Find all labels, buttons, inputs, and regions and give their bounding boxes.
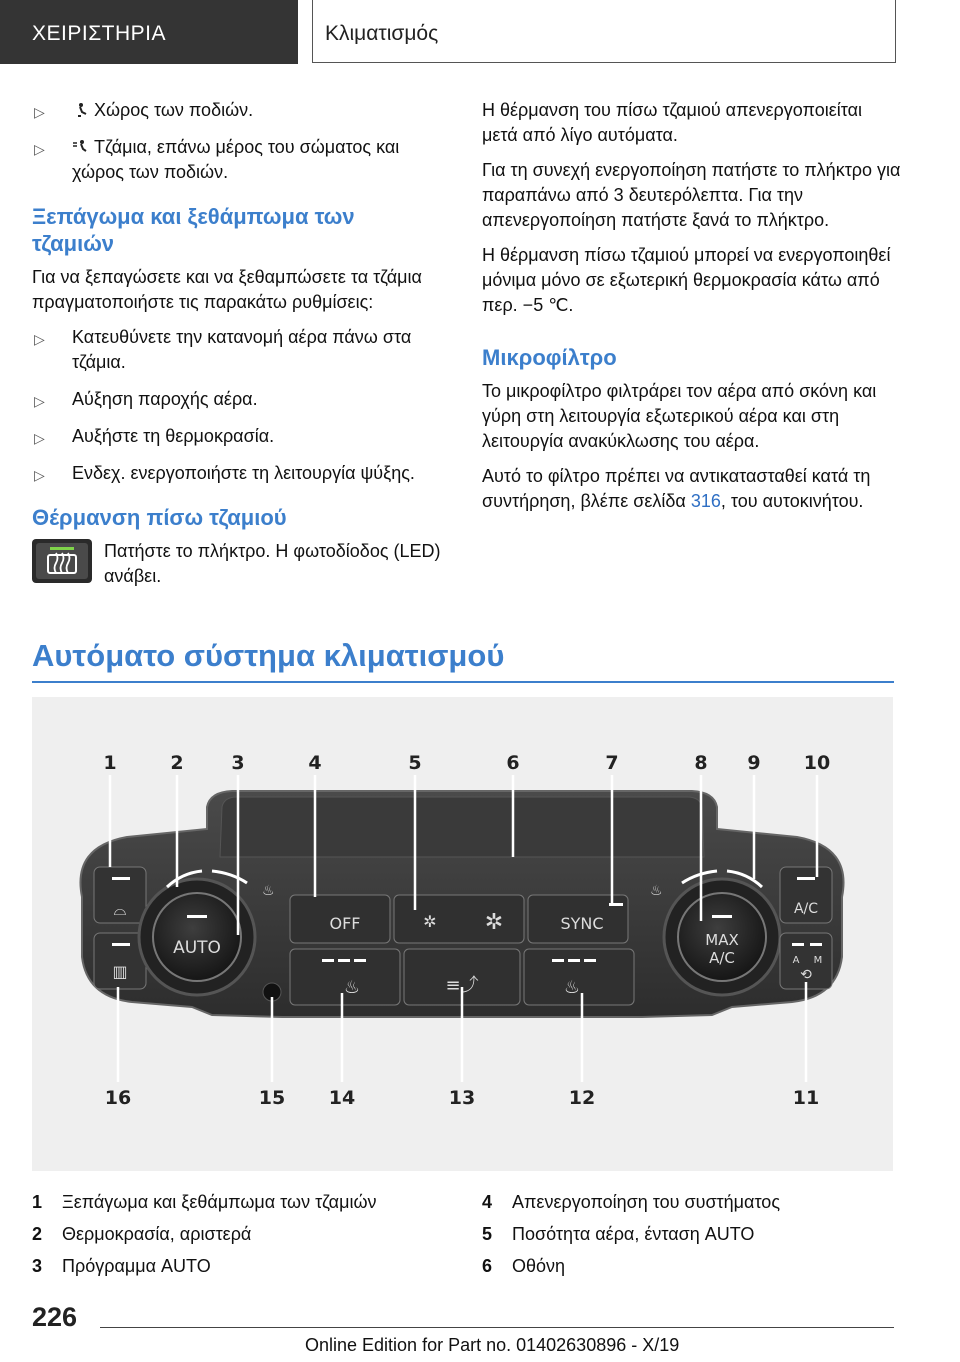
list-item: [32, 424, 442, 449]
left-column: [32, 98, 442, 589]
front-defrost-icon: ⌓: [113, 900, 127, 919]
indicator-led: [187, 915, 207, 918]
paragraph: Η θέρμανση πίσω τζαμιού μπορεί να ενεργοποιηθεί μόνιμα μόνο σε εξωτερική θερμοκρασία κάτω από περ. −5 ℃.: [482, 245, 891, 315]
list-item-text: Χώρος των ποδιών.: [94, 100, 254, 120]
display-area: [220, 797, 704, 857]
triangle-bullet-icon: ▷: [34, 104, 45, 120]
legend-text: Θερμοκρασία, αριστερά: [62, 1224, 252, 1244]
legend-number: 4: [482, 1192, 493, 1212]
airflow-footwell-icon: [72, 102, 88, 118]
header-chapter-tab: [312, 0, 896, 63]
fan-low-icon: ✲: [423, 912, 437, 931]
indicator-led: [712, 915, 732, 918]
callout-number: 8: [694, 752, 708, 774]
triangle-bullet-icon: ▷: [34, 393, 45, 409]
list-item: [32, 325, 442, 375]
callout-number: 3: [231, 752, 245, 774]
indicator-led: [112, 943, 130, 946]
paragraph: Η θέρμανση του πίσω τζαμιού απενεργοποιείται μετά από λίγο αυτόματα.: [482, 100, 863, 145]
list-item: [32, 387, 442, 412]
title-divider: [32, 681, 894, 683]
callout-number: 15: [258, 1087, 286, 1109]
recirculation-icon: ⟲: [800, 967, 812, 983]
legend-row: [482, 1218, 780, 1250]
legend-row: [32, 1250, 377, 1282]
temperature-left-knob[interactable]: [153, 893, 241, 981]
legend-text: Ξεπάγωμα και ξεθάμπωμα των τζαμιών: [62, 1192, 377, 1212]
callout-number: 14: [328, 1087, 356, 1109]
header-section-tab: [0, 0, 298, 64]
auto-button-label: AUTO: [173, 938, 221, 958]
list-item: [32, 135, 442, 185]
indicator-led: [112, 877, 130, 880]
max-ac-label-top: MAX: [705, 931, 739, 949]
callout-number: 9: [747, 752, 761, 774]
fan-high-icon: ✲: [484, 910, 504, 935]
page-number: 226: [32, 1302, 78, 1332]
defog-heading: Ξεπάγωμα και ξεθάμπωμα των τζαμιών: [32, 204, 355, 256]
legend-right: [482, 1186, 780, 1282]
legend-row: [32, 1218, 377, 1250]
recirc-manual-label: M: [813, 955, 823, 966]
page-reference-link[interactable]: 316: [690, 491, 721, 511]
max-ac-label-bottom: A/C: [709, 949, 735, 967]
airflow-all-icon: [72, 139, 88, 155]
legend-number: 3: [32, 1256, 43, 1276]
air-distribution-icon: ≡⤴: [445, 975, 479, 996]
triangle-bullet-icon: ▷: [34, 467, 45, 483]
legend-text: Ποσότητα αέρα, ένταση AUTO: [512, 1224, 755, 1244]
rear-window-row: [32, 539, 442, 589]
rear-defrost-icon: ▥: [112, 962, 128, 981]
legend-number: 2: [32, 1224, 43, 1244]
ac-button-label: A/C: [793, 901, 819, 917]
callout-number: 12: [568, 1087, 596, 1109]
recirc-auto-label: A: [792, 955, 800, 966]
sync-button-label: SYNC: [560, 914, 604, 933]
paragraph-text: Αυτό το φίλτρο πρέπει να αντικατασταθεί κατά τη συντήρηση, βλέπε σελίδα: [482, 466, 871, 511]
callout-number: 11: [792, 1087, 820, 1109]
callout-number: 6: [506, 752, 520, 774]
off-button-label: OFF: [329, 914, 361, 933]
list-item-text: Τζάμια, επάνω μέρος του σώματος και χώρος των ποδιών.: [72, 137, 400, 182]
rear-window-text: Πατήστε το πλήκτρο. Η φωτοδίοδος (LED) ανάβει.: [104, 541, 441, 586]
list-item: [32, 98, 442, 123]
footer-edition: Online Edition for Part no. 01402630896 - X/19: [305, 1335, 680, 1355]
list-item-text: Αύξηση παροχής αέρα.: [72, 389, 258, 409]
callout-number: 13: [448, 1087, 476, 1109]
list-item-text: Αυξήστε τη θερμοκρασία.: [72, 426, 275, 446]
triangle-bullet-icon: ▷: [34, 331, 45, 347]
defog-intro: Για να ξεπαγώσετε και να ξεθαμπώσετε τα τζάμια πραγματοποιήστε τις παρακάτω ρυθμίσεις:: [32, 267, 422, 312]
callout-number: 4: [308, 752, 322, 774]
callout-number: 7: [605, 752, 619, 774]
rear-window-heading: Θέρμανση πίσω τζαμιού: [32, 505, 287, 530]
section-title: Αυτόματο σύστημα κλιματισμού: [32, 638, 505, 673]
legend-text: Πρόγραμμα AUTO: [62, 1256, 211, 1276]
microfilter-heading: Μικροφίλτρο: [482, 345, 617, 370]
seat-heat-icon: ♨: [262, 883, 275, 899]
climate-panel-illustration: [32, 697, 893, 1171]
legend-number: 5: [482, 1224, 493, 1244]
triangle-bullet-icon: ▷: [34, 141, 45, 157]
list-item-text: Ενδεχ. ενεργοποιήστε τη λειτουργία ψύξης.: [72, 463, 415, 483]
callout-number: 16: [104, 1087, 132, 1109]
legend-left: [32, 1186, 377, 1282]
legend-row: [32, 1186, 377, 1218]
indicator-led: [609, 903, 623, 906]
seat-heat-icon: ♨: [650, 883, 663, 899]
list-item-text: Κατευθύνετε την κατανομή αέρα πάνω στα τζάμια.: [72, 327, 412, 372]
right-column: [482, 98, 902, 524]
header-section-label: ΧΕΙΡΙΣΤΗΡΙΑ: [32, 22, 167, 45]
legend-row: [482, 1186, 780, 1218]
seat-heat-left-icon: ♨: [343, 977, 361, 998]
climate-panel-figure: [32, 697, 893, 1171]
callout-number: 10: [803, 752, 831, 774]
footer-divider: [100, 1327, 894, 1328]
callout-number: 2: [170, 752, 184, 774]
header-chapter-label: Κλιματισμός: [325, 22, 439, 45]
rear-defrost-button-icon: [32, 539, 92, 583]
callout-number: 5: [408, 752, 422, 774]
legend-number: 6: [482, 1256, 493, 1276]
triangle-bullet-icon: ▷: [34, 430, 45, 446]
paragraph: Το μικροφίλτρο φιλτράρει τον αέρα από σκόνη και γύρη στη λειτουργία εξωτερικού αέρα και στη λειτουργία ανακύκλωσης του αέρα.: [482, 381, 877, 451]
legend-text: Οθόνη: [512, 1256, 566, 1276]
fan-speed-button[interactable]: [394, 895, 524, 943]
indicator-led: [797, 877, 815, 880]
paragraph-text: , του αυτοκινήτου.: [720, 491, 864, 511]
paragraph: Για τη συνεχή ενεργοποίηση πατήστε το πλήκτρο για παραπάνω από 3 δευτερόλεπτα. Για την απενεργοποίηση πατήστε ξανά το πλήκτρο.: [482, 160, 901, 230]
legend-text: Απενεργοποίηση του συστήματος: [512, 1192, 780, 1212]
legend-number: 1: [32, 1192, 43, 1212]
callout-number: 1: [103, 752, 117, 774]
legend-row: [482, 1250, 780, 1282]
seat-heat-right-icon: ♨: [563, 977, 581, 998]
paragraph: [482, 464, 902, 514]
list-item: [32, 461, 442, 486]
